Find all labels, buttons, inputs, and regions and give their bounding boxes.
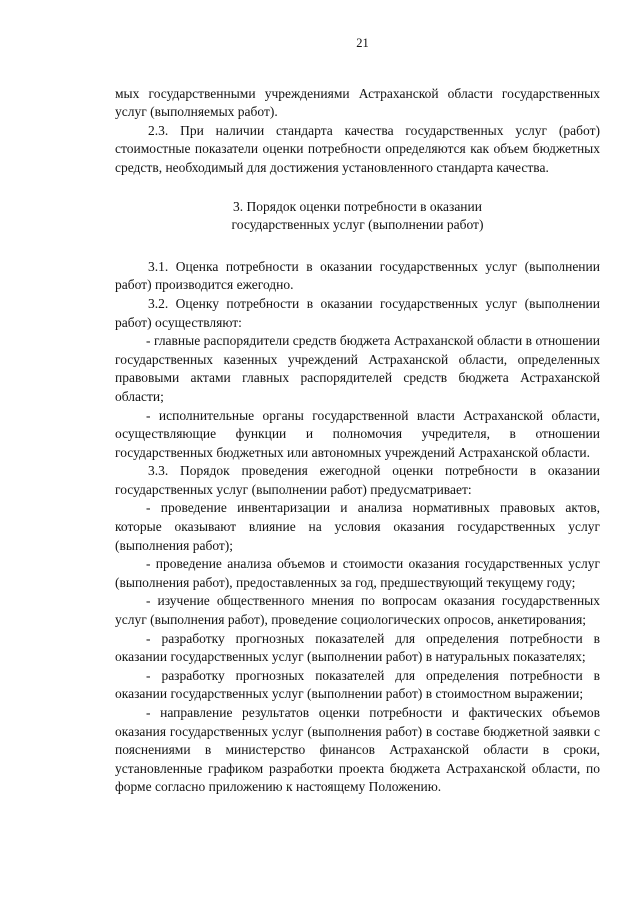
- section-heading: [115, 198, 600, 235]
- list-item: - проведение анализа объемов и стоимости оказания государственных услуг (выполнения работ), предоставленных за год, предшествующий текущему году;: [115, 556, 600, 590]
- page-number: 21: [356, 36, 369, 50]
- paragraph-3-2: 3.2. Оценку потребности в оказании государственных услуг (выполнении работ) осуществляют:: [115, 295, 600, 330]
- list-item: - главные распорядители средств бюджета Астраханской области в отношении государственных казенных учреждений Астраханской области, определенных правовыми актами главных распорядителей средств бюджета Астраханской области;: [115, 333, 600, 404]
- paragraph-3-1: 3.1. Оценка потребности в оказании государственных услуг (выполнении работ) производится ежегодно.: [115, 258, 600, 293]
- section-heading-line-2: государственных услуг (выполнении работ): [231, 217, 484, 233]
- paragraph-3-3: 3.3. Порядок проведения ежегодной оценки потребности в оказании государственных услуг (выполнении работ) предусматривает:: [115, 463, 600, 497]
- list-item: - разработку прогнозных показателей для определения потребности в оказании государственных услуг (выполнении работ) в натуральных показателях;: [115, 630, 600, 665]
- list-item: - проведение инвентаризации и анализа нормативных правовых актов, которые оказывают влияние на условия оказания государственных услуг (выполнения работ);: [115, 500, 600, 553]
- list-item: - направление результатов оценки потребности и фактических объемов оказания государственных услуг (выполнения работ) в составе бюджетной заявки с пояснениями в министерство финансов Астраханской области в сроки, установленные графиком разработки проекта бюджета Астраханской области, по форме согласно приложению к настоящему Положению.: [115, 705, 600, 795]
- paragraph-continuation: мых государственными учреждениями Астраханской области государственных услуг (выполняемых работ).: [115, 85, 600, 120]
- list-item: - изучение общественного мнения по вопросам оказания государственных услуг (выполнения работ), проведение социологических опросов, анкетирования;: [115, 593, 600, 628]
- section-heading-line-1: 3. Порядок оценки потребности в оказании: [233, 198, 482, 214]
- list-item: - разработку прогнозных показателей для определения потребности в оказании государственных услуг (выполнении работ) в стоимостном выражении;: [115, 667, 600, 702]
- list-item: - исполнительные органы государственной власти Астраханской области, осуществляющие функции и полномочия учредителя, в отношении государственных бюджетных или автономных учреждений Астраханской области.: [115, 407, 600, 460]
- paragraph-2-3: 2.3. При наличии стандарта качества государственных услуг (работ) стоимостные показатели оценки потребности определяются как объем бюджетных средств, необходимый для достижения установленного стандарта качества.: [115, 122, 600, 175]
